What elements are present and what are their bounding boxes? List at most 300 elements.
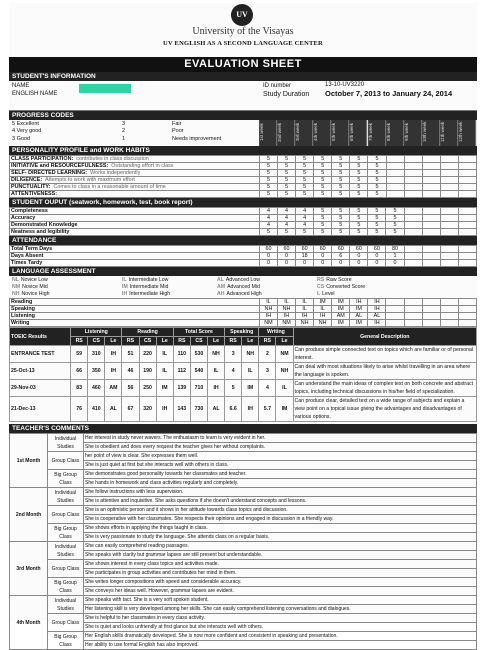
score-cell: 5 xyxy=(368,156,386,163)
toeic-description: Can deal with most situations likely to arise whilst travelling in an area where the language is spoken. xyxy=(293,363,476,380)
score-cell: 5 xyxy=(296,229,314,236)
university-name: University of the Visayas xyxy=(192,26,294,37)
toeic-value: 3 xyxy=(225,346,242,363)
skill-cell: IH xyxy=(259,313,277,320)
skill-row xyxy=(10,313,477,320)
legend-item xyxy=(12,291,122,297)
score-cell: 5 xyxy=(332,229,350,236)
score-cell: 5 xyxy=(278,184,296,191)
score-cell: 5 xyxy=(368,215,386,222)
comment-text: She is very passionate to study the language. She attends class on a regular basis. xyxy=(84,533,477,542)
toeic-value: 310 xyxy=(88,346,105,363)
comment-text: She shows interest in every class topics and activities made. xyxy=(84,560,477,569)
legend-code: NH xyxy=(12,291,20,297)
score-cell: 4 xyxy=(296,215,314,222)
row-label xyxy=(10,177,260,184)
score-cell: 5 xyxy=(368,184,386,191)
skill-cell xyxy=(422,299,440,306)
skill-row xyxy=(10,320,477,327)
legend-label: Novice High xyxy=(21,291,50,297)
toeic-group: Speaking xyxy=(225,328,259,337)
score-cell xyxy=(386,163,404,170)
toeic-value: 110 xyxy=(173,346,190,363)
skill-cell: IH xyxy=(314,313,332,320)
progress-code: 5 Excellent xyxy=(12,121,39,127)
score-cell: 5 xyxy=(259,177,277,184)
toeic-description: Can produce simple connected text on topics which are familiar or of personal interest. xyxy=(293,346,476,363)
score-cell: 0 xyxy=(259,260,277,267)
skill-cell xyxy=(440,306,458,313)
score-cell: 5 xyxy=(278,229,296,236)
week-header: 8th week xyxy=(386,120,404,146)
toeic-value: 530 xyxy=(190,346,207,363)
table-row xyxy=(10,184,477,191)
toeic-sub: RS xyxy=(173,337,190,346)
row-label-text: Completeness xyxy=(11,208,48,214)
score-cell: 80 xyxy=(386,246,404,253)
toeic-table xyxy=(9,327,477,422)
table-row xyxy=(10,156,477,163)
toeic-value: 540 xyxy=(190,363,207,380)
score-cell xyxy=(422,191,440,198)
score-cell xyxy=(440,170,458,177)
score-cell: 5 xyxy=(314,191,332,198)
skill-cell: IH xyxy=(368,299,386,306)
comment-text: Her ability to use formal English has also improved. xyxy=(84,641,477,650)
comment-text: She writes longer compositions with speed and considerable accuracy. xyxy=(84,578,477,587)
skill-cell xyxy=(458,299,476,306)
toeic-value: 56 xyxy=(122,380,139,397)
progress-code: Needs improvement xyxy=(172,135,222,142)
row-description: Attempts to work with maximum effort xyxy=(45,177,135,183)
toeic-value: IH xyxy=(105,363,122,380)
skill-cell: IH xyxy=(296,313,314,320)
comment-text: She is quiet and looks unfriendly at first glance but she interacts well with others. xyxy=(84,623,477,632)
score-cell: 5 xyxy=(296,184,314,191)
score-cell: 60 xyxy=(350,246,368,253)
score-cell: 5 xyxy=(332,156,350,163)
score-cell: 1 xyxy=(386,253,404,260)
skill-cell xyxy=(440,299,458,306)
score-cell: 5 xyxy=(368,177,386,184)
output-table xyxy=(9,207,477,236)
skill-cell xyxy=(422,313,440,320)
skill-cell xyxy=(458,320,476,327)
progress-codes-list xyxy=(9,120,259,144)
legend-code: AH xyxy=(217,291,225,297)
score-cell: 5 xyxy=(332,170,350,177)
class-type: Group Class xyxy=(48,560,84,578)
toeic-value: 143 xyxy=(173,397,190,422)
toeic-value: NH xyxy=(208,346,225,363)
row-label xyxy=(10,170,260,177)
score-cell: 5 xyxy=(332,184,350,191)
toeic-value: 730 xyxy=(190,397,207,422)
month-label: 1st Month xyxy=(10,434,48,488)
comment-text: She shows efforts in applying the things taught in class. xyxy=(84,524,477,533)
score-cell xyxy=(458,177,476,184)
legend-code: L xyxy=(317,291,321,297)
score-cell xyxy=(422,246,440,253)
progress-codes-heading: PROGRESS CODES xyxy=(9,111,477,120)
score-cell: 4 xyxy=(278,208,296,215)
legend-item xyxy=(122,291,217,297)
class-type: Individual Studies xyxy=(48,434,84,452)
toeic-date: 21-Dec-13 xyxy=(10,397,71,422)
comments-table xyxy=(9,433,477,650)
row-description: Outstanding effort in class xyxy=(111,163,174,169)
score-cell: 18 xyxy=(296,253,314,260)
evaluation-sheet xyxy=(9,3,477,648)
legend-item xyxy=(317,277,480,283)
toeic-sub: RS xyxy=(122,337,139,346)
row-label xyxy=(10,260,260,267)
toeic-sub: Le xyxy=(208,337,225,346)
skill-cell: IL xyxy=(296,306,314,313)
toeic-sub: CS xyxy=(139,337,156,346)
toeic-sub: RS xyxy=(225,337,242,346)
comment-row xyxy=(10,560,477,569)
toeic-value: AL xyxy=(105,397,122,422)
uv-logo: UV xyxy=(231,4,253,26)
score-cell xyxy=(440,215,458,222)
duration-value: October 7, 2013 to January 24, 2014 xyxy=(325,89,453,98)
toeic-value: IH xyxy=(208,380,225,397)
score-cell: 5 xyxy=(350,208,368,215)
score-cell xyxy=(440,156,458,163)
class-type: Individual Studies xyxy=(48,542,84,560)
comment-row xyxy=(10,524,477,533)
toeic-value: 220 xyxy=(139,346,156,363)
week-header: 11th week xyxy=(440,120,458,146)
progress-code: 4 Very good xyxy=(12,128,42,135)
row-label-text: Times Tardy xyxy=(11,260,43,266)
skill-row xyxy=(10,299,477,306)
toeic-value: 46 xyxy=(122,363,139,380)
progress-code: 3 Good xyxy=(12,135,31,142)
profile-table xyxy=(9,155,477,198)
legend-label: Advanced High xyxy=(226,291,262,297)
skill-row xyxy=(10,306,477,313)
score-cell xyxy=(404,229,422,236)
row-label-text: Total Term Days xyxy=(11,246,53,252)
week-headers xyxy=(259,120,477,146)
score-cell: 0 xyxy=(368,253,386,260)
score-cell: 0 xyxy=(314,253,332,260)
score-cell: 5 xyxy=(296,163,314,170)
score-cell: 5 xyxy=(386,208,404,215)
toeic-group: Reading xyxy=(122,328,173,337)
comment-text: Her English skills dramatically developed. She is now more confident and consistent in speaking and presentation. xyxy=(84,632,477,641)
legend-label: Converted Score xyxy=(326,284,366,290)
score-cell xyxy=(440,208,458,215)
score-cell: 5 xyxy=(350,229,368,236)
attendance-table xyxy=(9,245,477,267)
toeic-value: 112 xyxy=(173,363,190,380)
score-cell xyxy=(404,163,422,170)
score-cell: 5 xyxy=(350,156,368,163)
row-label-text: ATTENTIVENESS: xyxy=(11,191,58,197)
comment-text: She conveys her ideas well. However, grammar lapses are evident. xyxy=(84,587,477,596)
score-cell xyxy=(422,215,440,222)
legend-label: Level xyxy=(322,291,335,297)
score-cell: 5 xyxy=(296,170,314,177)
skill-cell: IL xyxy=(259,299,277,306)
score-cell: 5 xyxy=(314,184,332,191)
score-cell: 0 xyxy=(350,260,368,267)
week-header: 5th week xyxy=(331,120,349,146)
score-cell: 5 xyxy=(368,229,386,236)
id-value: 13-10-UV3220 xyxy=(325,82,365,88)
row-label-text: Accuracy xyxy=(11,215,36,221)
score-cell: 5 xyxy=(278,170,296,177)
score-cell: 5 xyxy=(259,229,277,236)
table-row xyxy=(10,253,477,260)
toeic-sub: CS xyxy=(190,337,207,346)
score-cell: 5 xyxy=(332,222,350,229)
row-label-text: DILIGENCE: xyxy=(11,177,43,183)
row-label xyxy=(10,215,260,222)
score-cell: 5 xyxy=(314,156,332,163)
skill-cell: NH xyxy=(277,306,295,313)
legend-code: CS xyxy=(317,284,325,290)
score-cell: 0 xyxy=(314,260,332,267)
score-cell: 5 xyxy=(368,222,386,229)
comment-text: She is helpful to her classmates in every class activity. xyxy=(84,614,477,623)
toeic-value: 3 xyxy=(259,363,276,380)
score-cell xyxy=(422,170,440,177)
toeic-date: 25-Oct-13 xyxy=(10,363,71,380)
score-cell xyxy=(458,215,476,222)
toeic-value: IM xyxy=(156,380,173,397)
toeic-value: NH xyxy=(242,346,259,363)
score-cell xyxy=(458,208,476,215)
toeic-value: IH xyxy=(105,346,122,363)
row-label-text: CLASS PARTICIPATION: xyxy=(11,156,74,162)
table-row xyxy=(10,170,477,177)
score-cell: 60 xyxy=(259,246,277,253)
row-description: contributes in class discussion xyxy=(76,156,149,162)
score-cell xyxy=(386,191,404,198)
comment-row xyxy=(10,596,477,605)
score-cell: 6 xyxy=(332,253,350,260)
class-type: Big Group Class xyxy=(48,632,84,650)
score-cell xyxy=(440,184,458,191)
score-cell xyxy=(458,163,476,170)
skill-cell xyxy=(458,306,476,313)
page-title: EVALUATION SHEET xyxy=(9,57,477,72)
legend-label: Novice Low xyxy=(20,277,48,283)
toeic-value: 190 xyxy=(139,363,156,380)
duration-label: Study Duration xyxy=(263,91,310,98)
header xyxy=(9,3,477,57)
skill-cell: AM xyxy=(332,313,350,320)
score-cell xyxy=(422,222,440,229)
score-cell: 5 xyxy=(314,163,332,170)
toeic-value: 76 xyxy=(71,397,88,422)
skill-cell: NH xyxy=(296,320,314,327)
redaction-highlight xyxy=(79,84,131,93)
class-type: Group Class xyxy=(48,452,84,470)
language-legend xyxy=(9,276,477,298)
score-cell xyxy=(404,222,422,229)
row-label-text: Days Absent xyxy=(11,253,44,259)
row-description: Works independently xyxy=(90,170,141,176)
score-cell xyxy=(458,191,476,198)
comment-text: She can easily comprehend reading passages. xyxy=(84,542,477,551)
skill-cell xyxy=(422,320,440,327)
score-cell xyxy=(386,170,404,177)
score-cell xyxy=(458,184,476,191)
score-cell: 5 xyxy=(314,170,332,177)
comments-heading: TEACHER'S COMMENTS xyxy=(9,424,477,433)
score-cell: 5 xyxy=(259,170,277,177)
table-row xyxy=(10,208,477,215)
score-cell: 5 xyxy=(278,163,296,170)
score-cell: 0 xyxy=(278,253,296,260)
skill-cell: IM xyxy=(314,299,332,306)
legend-code: NM xyxy=(12,284,21,290)
legend-label: Advanced Low xyxy=(225,277,260,283)
toeic-value: IL xyxy=(156,363,173,380)
score-cell: 5 xyxy=(350,177,368,184)
toeic-value: 460 xyxy=(88,380,105,397)
row-label xyxy=(10,208,260,215)
comment-row xyxy=(10,506,477,515)
score-cell: 5 xyxy=(314,208,332,215)
legend-label: Intermediate High xyxy=(129,291,171,297)
toeic-value: 51 xyxy=(122,346,139,363)
toeic-value: 6.6 xyxy=(225,397,242,422)
skill-cell xyxy=(404,306,422,313)
toeic-value: 4 xyxy=(259,380,276,397)
comment-row xyxy=(10,452,477,461)
comment-text: She is cooperative with her classmates. She respects their opinions and engaged in discussion in a friendly way. xyxy=(84,515,477,524)
score-cell xyxy=(422,184,440,191)
table-row xyxy=(10,260,477,267)
toeic-row xyxy=(10,397,477,422)
score-cell xyxy=(458,229,476,236)
score-cell: 5 xyxy=(314,215,332,222)
class-type: Big Group Class xyxy=(48,578,84,596)
legend-item xyxy=(12,284,122,290)
score-cell: 5 xyxy=(332,208,350,215)
score-cell xyxy=(404,246,422,253)
toeic-value: 59 xyxy=(71,346,88,363)
score-cell: 5 xyxy=(386,229,404,236)
score-cell: 60 xyxy=(278,246,296,253)
score-cell xyxy=(458,253,476,260)
score-cell: 5 xyxy=(350,170,368,177)
progress-code: 2 xyxy=(122,128,126,135)
score-cell xyxy=(440,253,458,260)
score-cell: 5 xyxy=(368,191,386,198)
skill-cell xyxy=(386,320,404,327)
score-cell xyxy=(458,246,476,253)
comment-row xyxy=(10,578,477,587)
skill-cell xyxy=(440,313,458,320)
class-type: Big Group Class xyxy=(48,470,84,488)
toeic-date: 29-Nov-03 xyxy=(10,380,71,397)
score-cell: 4 xyxy=(296,208,314,215)
class-type: Group Class xyxy=(48,614,84,632)
toeic-value: 250 xyxy=(139,380,156,397)
comment-text: She is obedient and does every request the teacher gives her without complaints. xyxy=(84,443,477,452)
score-cell: 5 xyxy=(259,191,277,198)
legend-item xyxy=(217,291,317,297)
skill-cell: AL xyxy=(368,313,386,320)
score-cell: 0 xyxy=(368,260,386,267)
comment-text: She is attentive and inquisitive. She asks questions if she doesn't understand concepts and lessons. xyxy=(84,497,477,506)
skill-cell: AL xyxy=(350,313,368,320)
month-label: 4th Month xyxy=(10,596,48,650)
toeic-group: Listening xyxy=(71,328,122,337)
skill-cell: IM xyxy=(350,306,368,313)
toeic-date: ENTRANCE TEST xyxy=(10,346,71,363)
legend-item xyxy=(317,291,480,297)
score-cell: 5 xyxy=(368,170,386,177)
legend-code: RS xyxy=(317,277,325,283)
score-cell: 5 xyxy=(314,177,332,184)
row-label-text: INITIATIVE and RESOURCEFULNESS: xyxy=(11,163,109,169)
row-label xyxy=(10,191,260,198)
score-cell xyxy=(422,260,440,267)
week-header: 9th week xyxy=(404,120,422,146)
score-cell xyxy=(404,170,422,177)
comment-text: Her listening skill is very developed among her skills. She can easily comprehend listening conversations and dialogues. xyxy=(84,605,477,614)
score-cell xyxy=(440,229,458,236)
toeic-value: IM xyxy=(242,380,259,397)
toeic-row xyxy=(10,380,477,397)
progress-code: Fair xyxy=(172,121,182,127)
score-cell: 5 xyxy=(386,222,404,229)
score-cell xyxy=(458,222,476,229)
toeic-value: 139 xyxy=(173,380,190,397)
row-label xyxy=(10,253,260,260)
toeic-description: Can understand the main ideas of complex text on both concrete and abstract topics, including technical discussions in his/her field of specialization. xyxy=(293,380,476,397)
score-cell xyxy=(422,229,440,236)
toeic-value: 320 xyxy=(139,397,156,422)
toeic-value: 83 xyxy=(71,380,88,397)
comment-text: She speaks with clarity but grammar lapses are still present but understandable. xyxy=(84,551,477,560)
score-cell: 5 xyxy=(332,215,350,222)
toeic-value: 710 xyxy=(190,380,207,397)
class-type: Individual Studies xyxy=(48,596,84,614)
toeic-value: 410 xyxy=(88,397,105,422)
toeic-value: IM xyxy=(276,397,293,422)
toeic-row xyxy=(10,346,477,363)
toeic-sub: RS xyxy=(71,337,88,346)
score-cell xyxy=(458,260,476,267)
score-cell xyxy=(422,163,440,170)
legend-code: IL xyxy=(122,277,127,283)
legend-label: Advanced Mid xyxy=(227,284,260,290)
table-row xyxy=(10,177,477,184)
score-cell xyxy=(422,208,440,215)
toeic-sub: Le xyxy=(156,337,173,346)
class-type: Big Group Class xyxy=(48,524,84,542)
legend-label: Raw Score xyxy=(326,277,352,283)
score-cell: 5 xyxy=(296,177,314,184)
comment-text: Her interest in study never wavers. The enthusiasm to learn is very evident in her. xyxy=(84,434,477,443)
score-cell xyxy=(404,208,422,215)
score-cell xyxy=(404,215,422,222)
table-row xyxy=(10,215,477,222)
row-label-text: Demonstrated Knowledge xyxy=(11,222,78,228)
score-cell xyxy=(458,156,476,163)
score-cell xyxy=(404,191,422,198)
score-cell: 0 xyxy=(332,260,350,267)
